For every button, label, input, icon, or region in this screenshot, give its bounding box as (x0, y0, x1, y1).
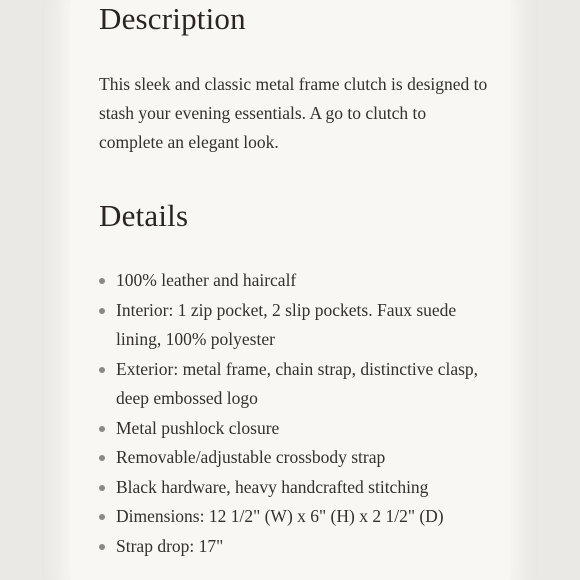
details-list-item (99, 473, 494, 503)
details-item-text: Exterior: metal frame, chain strap, distinctive clasp, deep embossed logo (116, 358, 479, 408)
details-item-text: Black hardware, heavy handcrafted stitching (116, 476, 429, 497)
bullet-icon (99, 308, 105, 314)
bullet-icon (99, 426, 105, 432)
details-item-text: Metal pushlock closure (116, 417, 280, 438)
bullet-icon (99, 278, 105, 284)
details-list-item (99, 414, 494, 444)
details-heading: Details (99, 198, 189, 233)
bullet-icon (99, 367, 105, 373)
details-list-item (99, 296, 494, 355)
product-info-panel (70, 0, 510, 580)
details-list-item (99, 266, 494, 296)
details-list-item (99, 443, 494, 473)
details-item-text: Interior: 1 zip pocket, 2 slip pockets. Faux suede lining, 100% polyester (116, 299, 457, 349)
details-list-item (99, 532, 494, 562)
description-text: This sleek and classic metal frame clutch is designed to stash your evening essentials. A go to clutch to complete an elegant look. (99, 74, 488, 152)
details-list-item (99, 502, 494, 532)
details-list (99, 266, 494, 561)
details-item-text: Removable/adjustable crossbody strap (116, 447, 386, 467)
description-heading: Description (99, 1, 246, 36)
details-list-item (99, 355, 494, 414)
details-item-text: Strap drop: 17" (116, 535, 224, 556)
details-item-text: Dimensions: 12 1/2" (W) x 6" (H) x 2 1/2" (D) (116, 506, 444, 526)
bullet-icon (99, 485, 105, 491)
bullet-icon (99, 514, 105, 520)
bullet-icon (99, 544, 105, 550)
details-item-text: 100% leather and haircalf (116, 270, 297, 290)
bullet-icon (99, 455, 105, 461)
